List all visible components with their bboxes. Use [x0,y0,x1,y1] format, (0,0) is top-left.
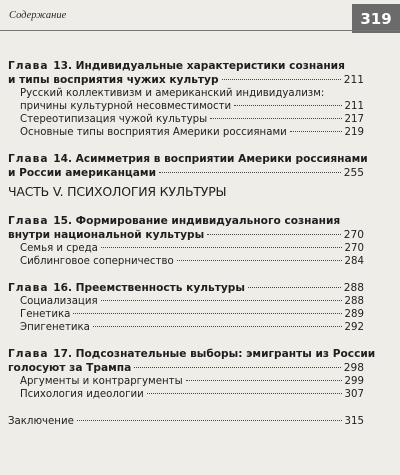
toc-title: Генетика [20,309,71,320]
toc-chapter-line [8,362,364,374]
chapter-label: Глава [8,60,54,72]
toc-page-number: 288 [343,282,364,294]
chapter-label: Глава [8,282,54,294]
dot-leader [147,393,342,394]
toc-title: Русский коллективизм и американский индивидуализм: [20,88,325,99]
dot-leader [77,420,342,421]
dot-leader [73,313,341,314]
dot-leader [290,131,342,132]
toc-page-number: 315 [344,416,364,427]
toc-title: Психология идеологии [20,389,144,400]
toc-title: и типы восприятия чужих культур [8,74,219,86]
toc-entry [20,389,364,400]
dot-leader [101,300,342,301]
part-heading: ЧАСТЬ V. ПСИХОЛОГИЯ КУЛЬТУРЫ [8,184,227,199]
toc-title: Основные типы восприятия Америки россиянами [20,127,287,138]
toc-title: 17. Подсознательные выборы: эмигранты из России [53,348,376,360]
toc-title: голосуют за Трампа [8,362,132,374]
toc-entry [20,309,364,320]
toc-title: Сиблинговое соперничество [20,256,174,267]
dot-leader [159,172,341,173]
toc-title: и России американцами [8,167,156,179]
chapter-label: Глава [8,215,54,227]
dot-leader [177,260,342,261]
dot-leader [210,118,341,119]
toc-entry [8,416,364,427]
dot-leader [101,247,342,248]
toc-page-number: 284 [344,256,364,267]
toc-page-number: 289 [344,309,364,320]
toc-title: Социализация [20,296,98,307]
toc-title: 16. Преемственность культуры [53,282,245,294]
toc-title: Эпигенетика [20,322,90,333]
toc-entry [20,127,364,138]
dot-leader [134,367,341,368]
toc-chapter-line [8,229,364,241]
toc-title: Семья и среда [20,243,98,254]
toc-title: Аргументы и контраргументы [20,376,183,387]
toc-page-number: 211 [343,74,364,86]
toc-title: 13. Индивидуальные характеристики сознания [53,60,345,72]
page-number: 319 [352,4,400,33]
dot-leader [222,79,341,80]
toc-entry [20,376,364,387]
toc-chapter-line [8,215,364,227]
toc-chapter-line [8,74,364,86]
toc-entry [20,114,364,125]
toc-chapter-line [8,153,368,165]
running-head: Содержание [9,10,67,21]
toc-title: 15. Формирование индивидуального сознания [53,215,341,227]
toc-page-number: 307 [344,389,364,400]
toc-title: внутри национальной культуры [8,229,205,241]
dot-leader [93,326,342,327]
toc-entry [20,256,364,267]
toc-page-number: 217 [344,114,364,125]
toc-chapter-line [8,60,364,72]
toc-page-number: 299 [344,376,364,387]
toc-entry [20,243,364,254]
toc-page-number: 219 [344,127,364,138]
toc-entry [20,101,364,112]
dot-leader [248,287,341,288]
toc-page-number: 288 [344,296,364,307]
toc-entry [20,322,364,333]
toc-entry [20,88,364,99]
toc-chapter-line [8,348,376,360]
toc-chapter-line [8,167,364,179]
toc-page-number: 270 [343,229,364,241]
toc-entry [20,296,364,307]
toc-page-number: 211 [344,101,364,112]
chapter-label: Глава [8,348,54,360]
toc-page-number: 292 [344,322,364,333]
toc-title: Заключение [8,416,74,427]
chapter-label: Глава [8,153,54,165]
dot-leader [207,234,341,235]
toc-page-number: 270 [344,243,364,254]
header-rule [0,30,400,31]
dot-leader [186,380,342,381]
toc-page-number: 255 [343,167,364,179]
toc-title: Стереотипизация чужой культуры [20,114,208,125]
dot-leader [234,105,341,106]
toc-page-number: 298 [343,362,364,374]
toc-title: причины культурной несовместимости [20,101,232,112]
toc-title: 14. Асимметрия в восприятии Америки россиянами [53,153,368,165]
toc-chapter-line [8,282,364,294]
